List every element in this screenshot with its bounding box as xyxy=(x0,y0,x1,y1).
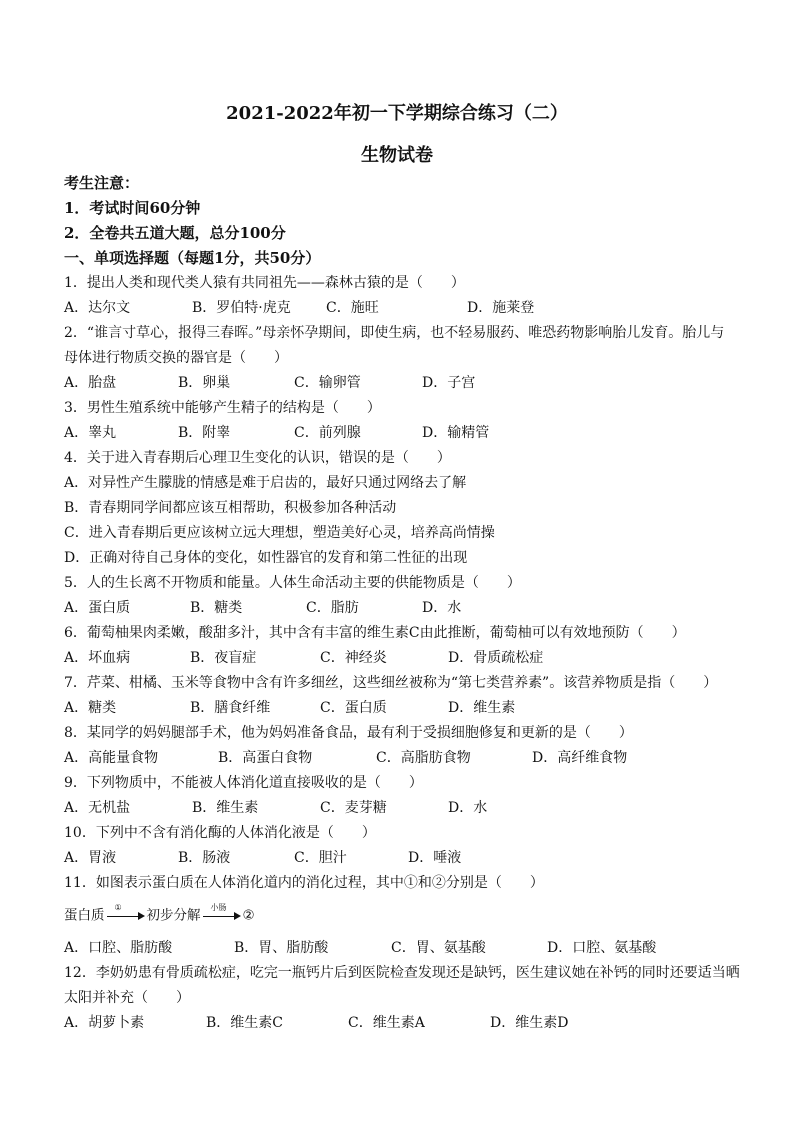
option-c: C．胃、氨基酸 xyxy=(391,940,486,956)
question-4-option-b: B．青春期同学间都应该互相帮助，积极参加各种活动 xyxy=(64,500,397,516)
exam-subtitle: 生物试卷 xyxy=(361,145,433,166)
question-3-stem: 3．男性生殖系统中能够产生精子的结构是（ ） xyxy=(64,400,381,416)
arrow-icon xyxy=(107,902,145,926)
notice-item-score: 2．全卷共五道大题，总分100分 xyxy=(64,224,286,242)
notice-heading: 考生注意： xyxy=(64,174,140,192)
option-d: D．骨质疏松症 xyxy=(448,650,544,666)
option-b: B．肠液 xyxy=(178,850,231,866)
option-d: D．维生素D xyxy=(490,1015,569,1031)
option-c: C．维生素A xyxy=(348,1015,425,1031)
option-c: C．神经炎 xyxy=(320,650,387,666)
option-b: B．卵巢 xyxy=(178,375,231,391)
option-c: C．输卵管 xyxy=(294,375,361,391)
option-a: A．坏血病 xyxy=(64,650,131,666)
option-c: C．脂肪 xyxy=(306,600,359,616)
option-d: D．施莱登 xyxy=(467,300,535,316)
question-7-stem: 7．芹菜、柑橘、玉米等食物中含有许多细丝，这些细丝被称为“第七类营养素”。该营养物质是指（ ） xyxy=(64,675,718,691)
question-4-option-c: C．进入青春期后更应该树立远大理想，塑造美好心灵，培养高尚情操 xyxy=(64,525,495,541)
option-a: A．无机盐 xyxy=(64,800,131,816)
question-12-stem: 12．李奶奶患有骨质疏松症，吃完一瓶钙片后到医院检查发现还是缺钙，医生建议她在补钙的同时还要适当晒 xyxy=(64,965,740,981)
question-9-stem: 9．下列物质中，不能被人体消化道直接吸收的是（ ） xyxy=(64,775,423,791)
question-4-stem: 4．关于进入青春期后心理卫生变化的认识，错误的是（ ） xyxy=(64,450,451,466)
section-heading: 一、单项选择题（每题1分，共50分） xyxy=(64,249,321,267)
option-b: B．膳食纤维 xyxy=(190,700,271,716)
option-a: A．蛋白质 xyxy=(64,600,131,616)
question-4-option-a: A．对异性产生朦胧的情感是难于启齿的，最好只通过网络去了解 xyxy=(64,475,467,491)
question-12-stem-cont: 太阳并补充（ ） xyxy=(64,990,190,1006)
diagram-start: 蛋白质 xyxy=(64,907,105,924)
option-d: D．维生素 xyxy=(448,700,516,716)
option-a: A．糖类 xyxy=(64,700,117,716)
option-b: B．高蛋白食物 xyxy=(218,750,313,766)
option-a: A．睾丸 xyxy=(64,425,117,441)
notice-item-time: 1．考试时间60分钟 xyxy=(64,199,201,217)
option-b: B．胃、脂肪酸 xyxy=(234,940,329,956)
arrow-label-2: 小肠 xyxy=(210,902,227,912)
diagram-middle: 初步分解 xyxy=(146,907,201,924)
option-c: C．前列腺 xyxy=(294,425,361,441)
option-a: A．口腔、脂肪酸 xyxy=(64,940,173,956)
option-d: D．水 xyxy=(448,800,488,816)
option-c: C．胆汁 xyxy=(294,850,347,866)
question-10-stem: 10．下列中不含有消化酶的人体消化液是（ ） xyxy=(64,825,376,841)
question-11-stem: 11．如图表示蛋白质在人体消化道内的消化过程，其中①和②分别是（ ） xyxy=(64,875,544,891)
option-a: A．胎盘 xyxy=(64,375,117,391)
option-a: A．胡萝卜素 xyxy=(64,1015,145,1031)
option-b: B．糖类 xyxy=(190,600,243,616)
question-6-stem: 6．葡萄柚果肉柔嫩，酸甜多汁，其中含有丰富的维生素C由此推断，葡萄柚可以有效地预防（ ） xyxy=(64,625,686,641)
option-b: B．附睾 xyxy=(178,425,231,441)
digestion-diagram xyxy=(64,902,255,926)
option-c: C．高脂肪食物 xyxy=(376,750,471,766)
option-c: C．施旺 xyxy=(326,300,379,316)
option-b: B．维生素 xyxy=(192,800,259,816)
option-d: D．输精管 xyxy=(422,425,490,441)
question-5-stem: 5．人的生长离不开物质和能量。人体生命活动主要的供能物质是（ ） xyxy=(64,575,521,591)
option-a: A．达尔文 xyxy=(64,300,131,316)
option-b: B．罗伯特·虎克 xyxy=(192,300,291,316)
option-d: D．子宫 xyxy=(422,375,476,391)
diagram-end: ② xyxy=(242,907,255,924)
question-2-stem: 2．“谁言寸草心，报得三春晖。”母亲怀孕期间，即使生病，也不轻易服药、唯恐药物影响胎儿发育。胎儿与 xyxy=(64,325,725,341)
option-d: D．唾液 xyxy=(408,850,462,866)
question-4-option-d: D．正确对待自己身体的变化，如性器官的发育和第二性征的出现 xyxy=(64,550,468,566)
option-a: A．胃液 xyxy=(64,850,117,866)
option-d: D．水 xyxy=(422,600,462,616)
option-d: D．口腔、氨基酸 xyxy=(547,940,657,956)
exam-title: 2021-2022年初一下学期综合练习（二） xyxy=(226,103,568,124)
question-2-stem-cont: 母体进行物质交换的器官是（ ） xyxy=(64,350,288,366)
option-b: B．维生素C xyxy=(206,1015,283,1031)
option-c: C．麦芽糖 xyxy=(320,800,387,816)
arrow-label-1: ① xyxy=(114,902,122,912)
option-d: D．高纤维食物 xyxy=(532,750,628,766)
option-c: C．蛋白质 xyxy=(320,700,387,716)
arrow-icon xyxy=(203,902,241,926)
question-8-stem: 8．某同学的妈妈腿部手术，他为妈妈准备食品，最有利于受损细胞修复和更新的是（ ） xyxy=(64,725,633,741)
option-a: A．高能量食物 xyxy=(64,750,159,766)
question-1-stem: 1．提出人类和现代类人猿有共同祖先——森林古猿的是（ ） xyxy=(64,275,465,291)
option-b: B．夜盲症 xyxy=(190,650,257,666)
